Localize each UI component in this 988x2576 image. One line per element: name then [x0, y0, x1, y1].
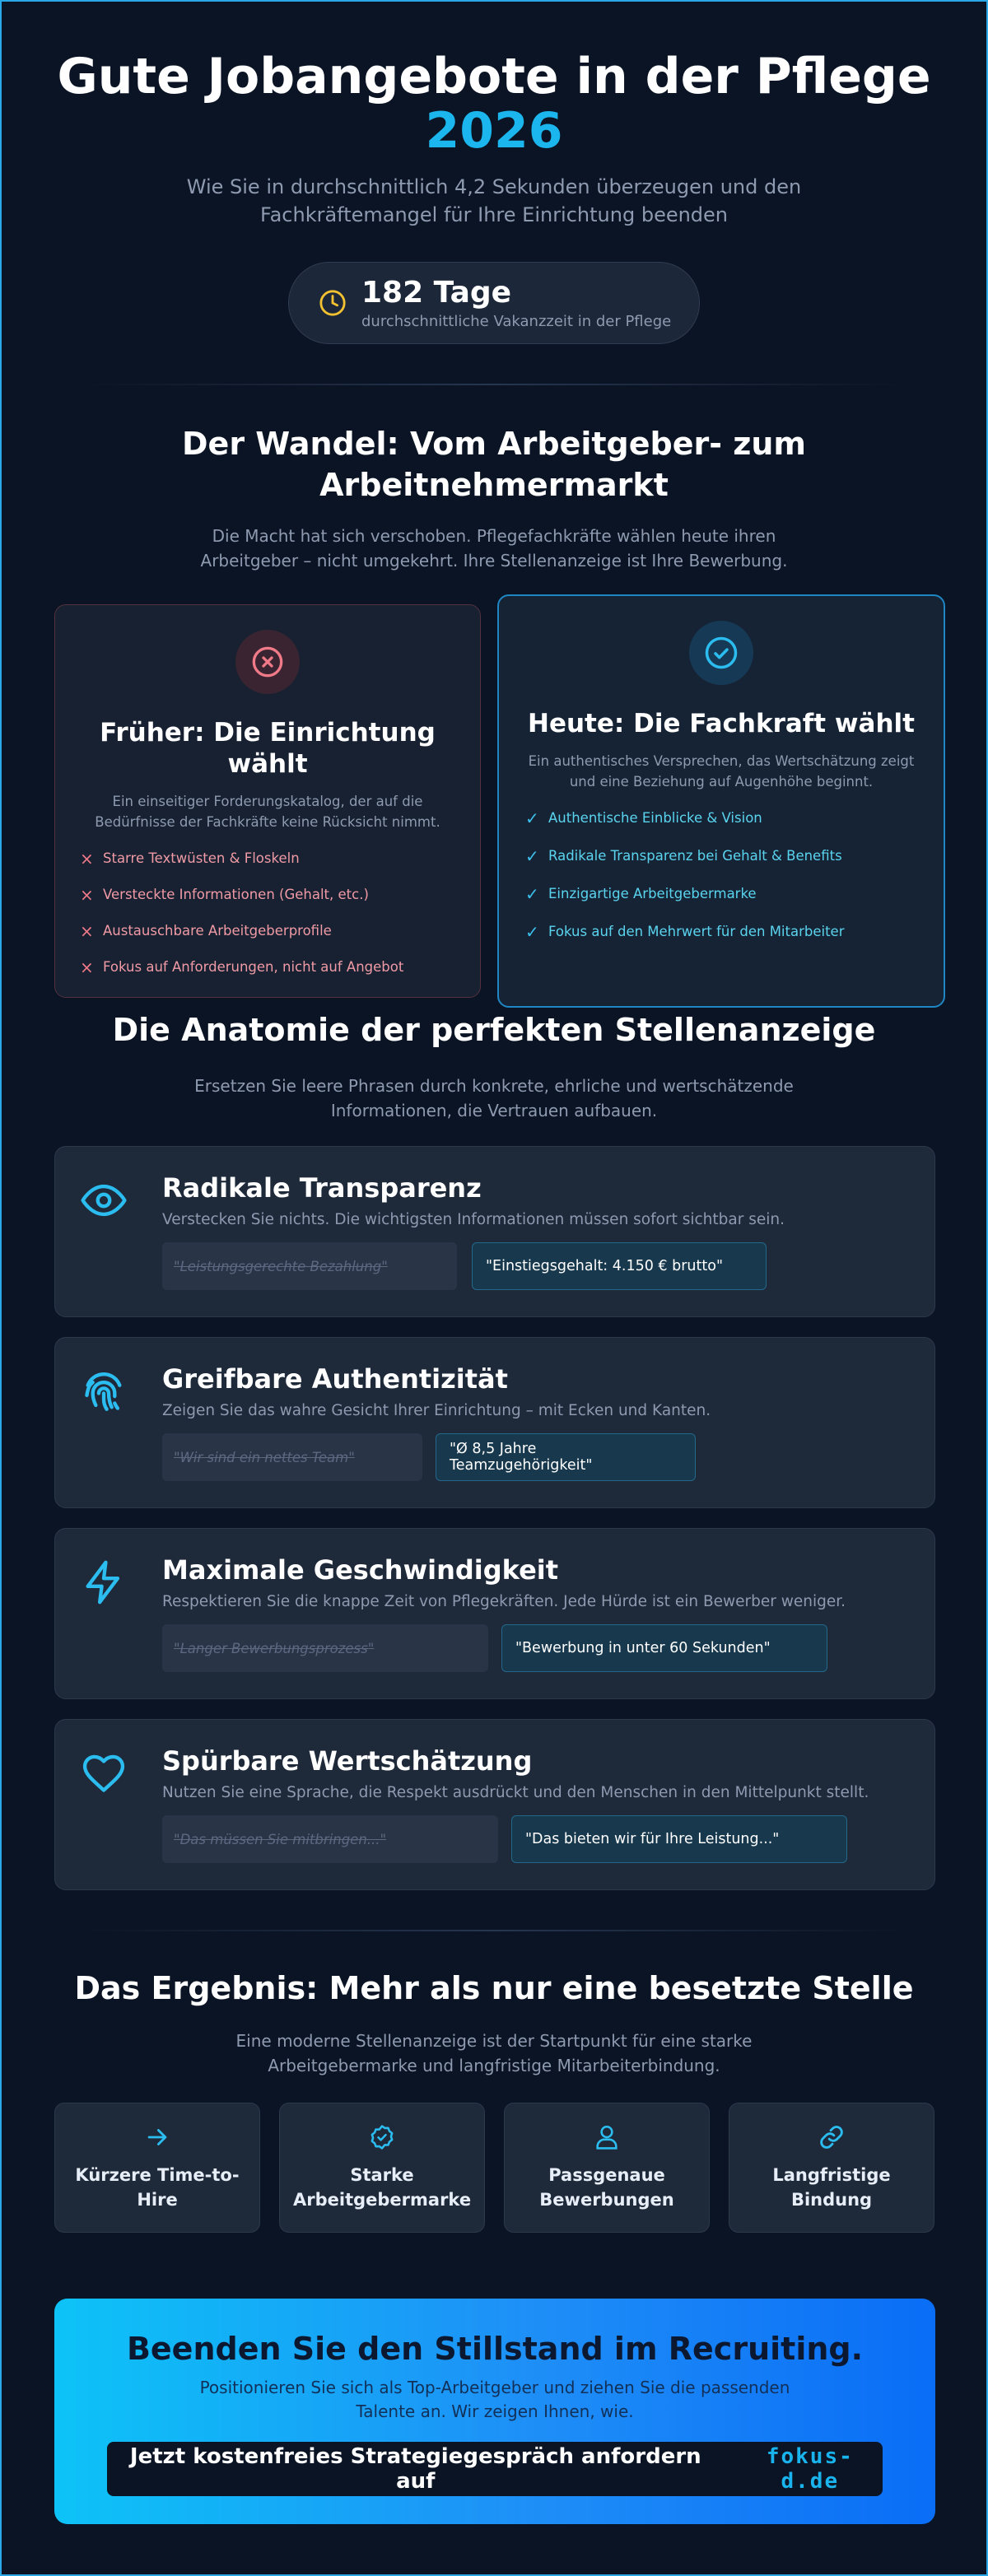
- section-divider: [82, 384, 906, 385]
- feature-card-authenticity: [54, 1337, 935, 1508]
- feature-card-speed: [54, 1528, 935, 1699]
- feature-title: Greifbare Authentizität: [162, 1363, 508, 1395]
- check-circle-icon: [704, 636, 739, 670]
- shift-title: Der Wandel: Vom Arbeitgeber- zum Arbeitnehmermarkt: [182, 426, 806, 503]
- page-title-text: Gute Jobangebote in der Pflege: [57, 48, 931, 105]
- list-item: [525, 884, 917, 904]
- feature-bad-example: "Wir sind ein nettes Team": [162, 1433, 422, 1481]
- list-item: [80, 957, 455, 977]
- feature-desc: Verstecken Sie nichts. Die wichtigsten Informationen müssen sofort sichtbar sein.: [162, 1211, 785, 1228]
- feature-good-example: "Einstiegsgehalt: 4.150 € brutto": [472, 1242, 767, 1290]
- fingerprint-icon: [80, 1367, 128, 1415]
- result-label: Starke Arbeitgebermarke: [293, 2165, 472, 2210]
- feature-title: Radikale Transparenz: [162, 1172, 482, 1204]
- shift-cards: [2, 604, 986, 1016]
- feature-desc: Zeigen Sie das wahre Gesicht Ihrer Einrichtung – mit Ecken und Kanten.: [162, 1402, 711, 1419]
- link-icon: [818, 2123, 846, 2151]
- list-item-text: Fokus auf den Mehrwert für den Mitarbeiter: [548, 924, 845, 939]
- shift-subtitle: Die Macht hat sich verschoben. Pflegefachkräfte wählen heute ihren Arbeitgeber – nicht umgekehrt. Ihre Stellenanzeige ist Ihre Bewerbung.: [200, 526, 788, 571]
- result-card-time-to-hire: [54, 2103, 260, 2233]
- list-item-text: Fokus auf Anforderungen, nicht auf Angebot: [103, 959, 404, 975]
- card-before-badge: [235, 630, 300, 694]
- list-item: [80, 849, 455, 869]
- hero-subtitle: Wie Sie in durchschnittlich 4,2 Sekunden überzeugen und den Fachkräftemangel für Ihre Einrichtung beenden: [186, 175, 802, 226]
- card-before-desc: Ein einseitiger Forderungskatalog, der auf die Bedürfnisse der Fachkräfte keine Rücksicht nimmt.: [95, 794, 440, 830]
- cta-subtitle: Positionieren Sie sich als Top-Arbeitgeber und ziehen Sie die passenden Talente an. Wir zeigen Ihnen, wie.: [199, 2378, 790, 2421]
- feature-title: Maximale Geschwindigkeit: [162, 1554, 559, 1586]
- cta-title: Beenden Sie den Stillstand im Recruiting.: [126, 2331, 864, 2367]
- eye-icon: [80, 1176, 128, 1224]
- card-today-desc: Ein authentisches Versprechen, das Wertschätzung zeigt und eine Beziehung auf Augenhöhe beginnt.: [528, 753, 915, 790]
- feature-good-example: "Bewerbung in unter 60 Sekunden": [501, 1624, 827, 1672]
- section-divider: [82, 1930, 906, 1931]
- card-before: [54, 604, 481, 998]
- x-icon: ×: [80, 921, 94, 941]
- anatomy-section: [2, 1009, 986, 1123]
- list-item-text: Radikale Transparenz bei Gehalt & Benefits: [548, 848, 842, 864]
- cta-button-domain[interactable]: fokus-d.de: [766, 2444, 854, 2494]
- feature-card-appreciation: [54, 1719, 935, 1890]
- result-card-employer-brand: [279, 2103, 485, 2233]
- page-title: [2, 49, 986, 158]
- feature-desc: Nutzen Sie eine Sprache, die Respekt ausdrückt und den Menschen in den Mittelpunkt stellt.: [162, 1784, 869, 1801]
- card-today-badge: [689, 621, 753, 685]
- list-item: [525, 846, 917, 866]
- x-icon: ×: [80, 885, 94, 905]
- list-item-text: Authentische Einblicke & Vision: [548, 810, 762, 826]
- feature-title: Spürbare Wertschätzung: [162, 1745, 533, 1777]
- results-subtitle: Eine moderne Stellenanzeige ist der Startpunkt für eine starke Arbeitgebermarke und langfristige Mitarbeiterbindung.: [235, 2031, 753, 2075]
- feature-bad-example: "Langer Bewerbungsprozess": [162, 1624, 488, 1672]
- results-title: Das Ergebnis: Mehr als nur eine besetzte Stelle: [74, 1970, 914, 2006]
- list-item-text: Austauschbare Arbeitgeberprofile: [103, 923, 332, 939]
- cta-button[interactable]: [107, 2442, 883, 2496]
- anatomy-title: Die Anatomie der perfekten Stellenanzeige: [112, 1012, 876, 1048]
- list-item-text: Starre Textwüsten & Floskeln: [103, 850, 300, 866]
- result-label: Kürzere Time-to-Hire: [75, 2165, 240, 2210]
- check-icon: ✓: [525, 846, 539, 866]
- feature-bad-example: "Das müssen Sie mitbringen...": [162, 1815, 498, 1863]
- result-card-retention: [729, 2103, 934, 2233]
- result-card-applications: [504, 2103, 710, 2233]
- card-before-title: Früher: Die Einrichtung wählt: [100, 718, 436, 779]
- page-title-year: 2026: [425, 102, 563, 160]
- list-item-text: Versteckte Informationen (Gehalt, etc.): [103, 887, 369, 902]
- shift-section: [2, 423, 986, 573]
- feature-card-transparency: [54, 1146, 935, 1317]
- feature-bad-example: "Leistungsgerechte Bezahlung": [162, 1242, 457, 1290]
- card-today: [497, 594, 945, 1008]
- user-icon: [593, 2123, 621, 2151]
- clock-icon: [319, 289, 347, 317]
- cta-button-label: Jetzt kostenfreies Strategiegespräch anfordern auf: [129, 2444, 701, 2494]
- anatomy-subtitle: Ersetzen Sie leere Phrasen durch konkrete, ehrliche und wertschätzende Informationen, die Vertrauen aufbauen.: [194, 1076, 794, 1120]
- result-label: Langfristige Bindung: [772, 2165, 891, 2210]
- result-label: Passgenaue Bewerbungen: [539, 2165, 674, 2210]
- vacancy-stat-label: durchschnittliche Vakanzzeit in der Pflege: [361, 312, 672, 330]
- list-item-text: Einzigartige Arbeitgebermarke: [548, 886, 757, 901]
- check-icon: ✓: [525, 922, 539, 942]
- feature-good-example: "Ø 8,5 Jahre Teamzugehörigkeit": [436, 1433, 696, 1481]
- list-item: [80, 885, 455, 905]
- list-item: [525, 922, 917, 942]
- card-today-list: [525, 808, 917, 942]
- x-icon: ×: [80, 957, 94, 977]
- check-icon: ✓: [525, 884, 539, 904]
- x-icon: ×: [80, 849, 94, 869]
- heart-icon: [80, 1749, 128, 1797]
- feature-good-example: "Das bieten wir für Ihre Leistung...": [511, 1815, 847, 1863]
- feature-desc: Respektieren Sie die knappe Zeit von Pflegekräften. Jede Hürde ist ein Bewerber weniger.: [162, 1593, 846, 1610]
- list-item: [80, 921, 455, 941]
- card-before-list: [80, 849, 455, 977]
- list-item: [525, 808, 917, 828]
- vacancy-stat-value: 182 Tage: [361, 275, 512, 310]
- check-icon: ✓: [525, 808, 539, 828]
- results-section: [2, 1968, 986, 2078]
- lightning-icon: [80, 1558, 128, 1606]
- card-today-title: Heute: Die Fachkraft wählt: [528, 709, 915, 738]
- arrow-right-icon: [143, 2123, 171, 2151]
- hero-section: [2, 2, 986, 344]
- badge-check-icon: [368, 2123, 396, 2151]
- x-circle-icon: [251, 645, 284, 678]
- cta-banner: [54, 2299, 935, 2524]
- vacancy-stat-pill: [288, 262, 700, 344]
